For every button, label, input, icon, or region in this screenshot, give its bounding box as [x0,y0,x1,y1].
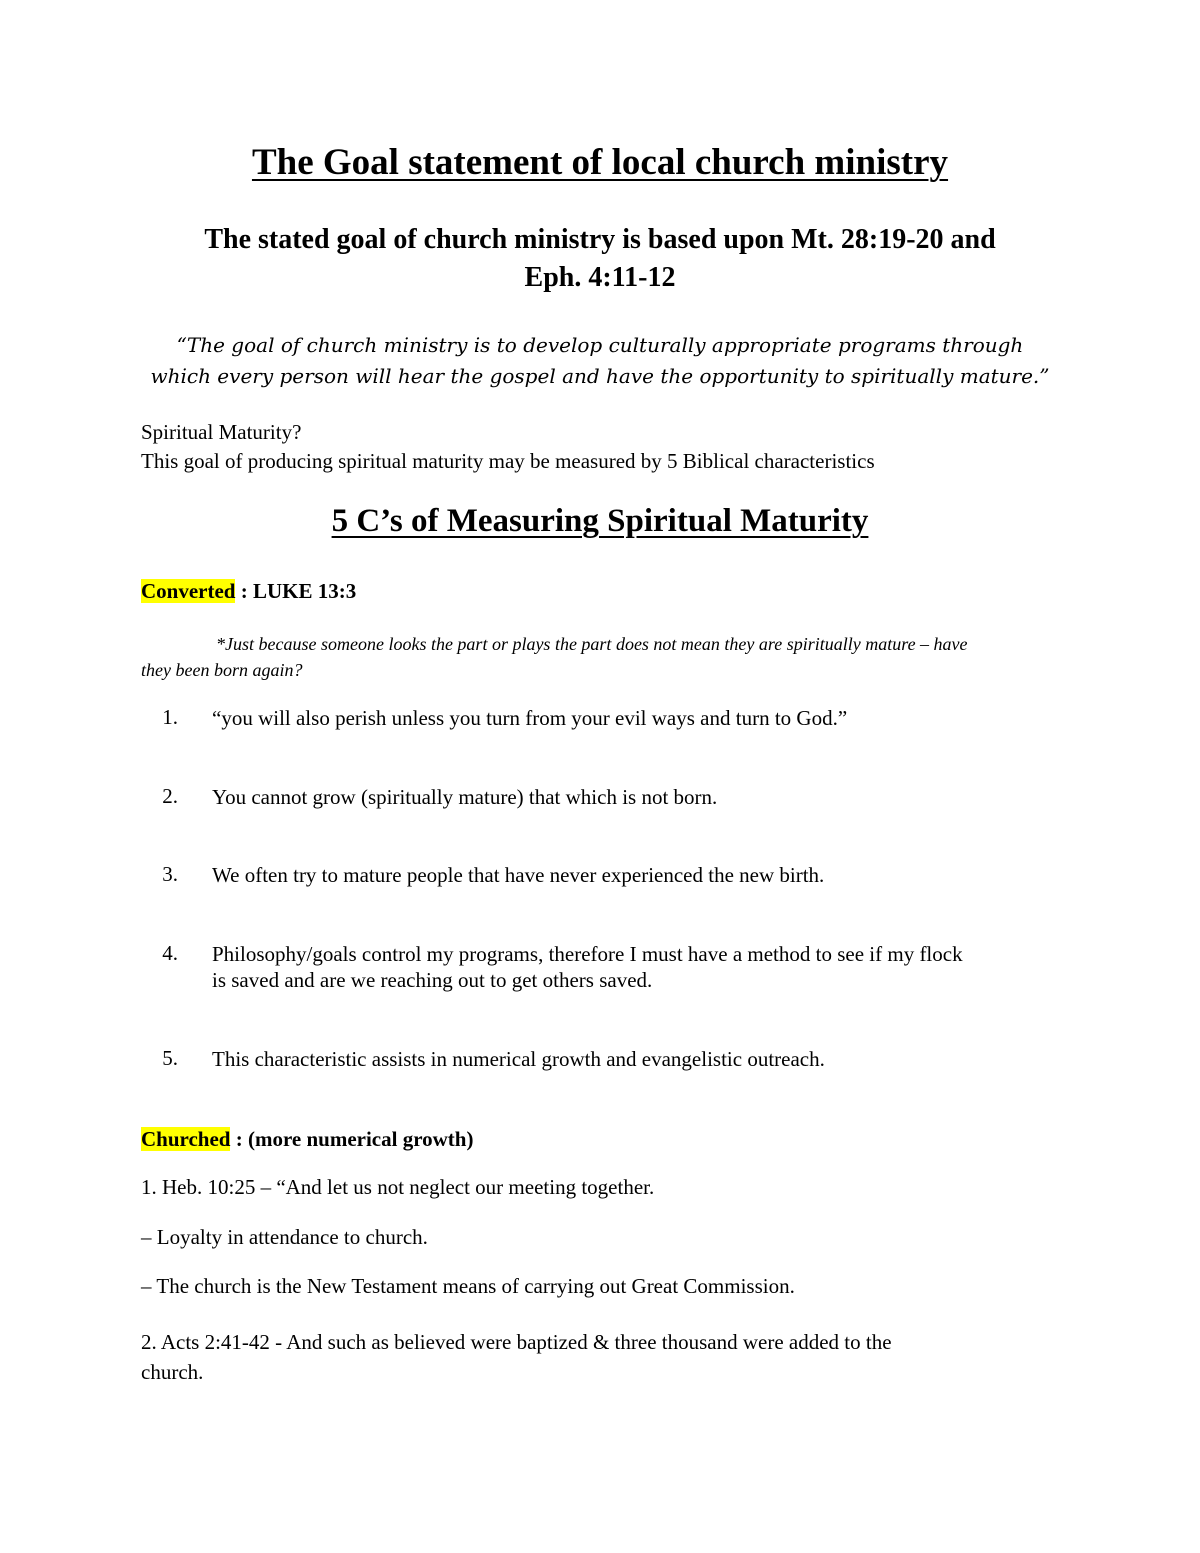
list-item-number: 3. [162,862,178,886]
section-heading: 5 C’s of Measuring Spiritual Maturity [331,503,869,539]
list-item-number: 5. [162,1046,178,1070]
list-item [212,941,1092,993]
converted-reference: LUKE 13:3 [252,579,357,603]
converted-separator: : [235,579,253,603]
churched-line: – The church is the New Testament means of carrying out Great Commission. [141,1274,795,1298]
subtitle-line-2: Eph. 4:11-12 [524,262,676,293]
maturity-statement: This goal of producing spiritual maturity may be measured by 5 Biblical characteristics [141,449,875,473]
churched-separator: : [230,1127,248,1151]
list-item-number: 4. [162,941,178,965]
converted-note [141,631,1061,683]
churched-reference: (more numerical growth) [247,1127,474,1151]
churched-label: Churched [141,1127,231,1151]
list-item-line-2: is saved and are we reaching out to get others saved. [212,968,653,992]
list-item-line-1: Philosophy/goals control my programs, therefore I must have a method to see if my flock [212,942,963,966]
quote-line-2: which every person will hear the gospel and have the opportunity to spiritually mature.” [150,364,1050,388]
quote-line-1: “The goal of church ministry is to develop culturally appropriate programs through [176,333,1024,357]
note-line-1: *Just because someone looks the part or plays the part does not mean they are spiritually mature – have [216,634,968,654]
goal-quote [0,330,1200,392]
list-item-number: 1. [162,705,178,729]
note-line-2: they been born again? [141,660,303,680]
converted-label: Converted [141,579,236,603]
converted-heading [141,579,356,604]
acts-paragraph [141,1327,1061,1387]
churched-line: – Loyalty in attendance to church. [141,1225,428,1249]
subtitle-line-1: The stated goal of church ministry is based upon Mt. 28:19-20 and [204,224,996,255]
churched-line: 1. Heb. 10:25 – “And let us not neglect our meeting together. [141,1175,655,1199]
acts-line-2: church. [141,1360,204,1384]
document-subtitle [0,221,1200,297]
list-item: You cannot grow (spiritually mature) that which is not born. [212,785,718,809]
list-item-number: 2. [162,784,178,808]
list-item: This characteristic assists in numerical growth and evangelistic outreach. [212,1047,825,1071]
document-title: The Goal statement of local church ministry [251,142,949,183]
churched-heading [141,1127,473,1152]
list-item: We often try to mature people that have never experienced the new birth. [212,863,825,887]
acts-line-1: 2. Acts 2:41-42 - And such as believed were baptized & three thousand were added to the [141,1330,892,1354]
maturity-question: Spiritual Maturity? [141,420,302,444]
list-item: “you will also perish unless you turn from your evil ways and turn to God.” [212,706,848,730]
